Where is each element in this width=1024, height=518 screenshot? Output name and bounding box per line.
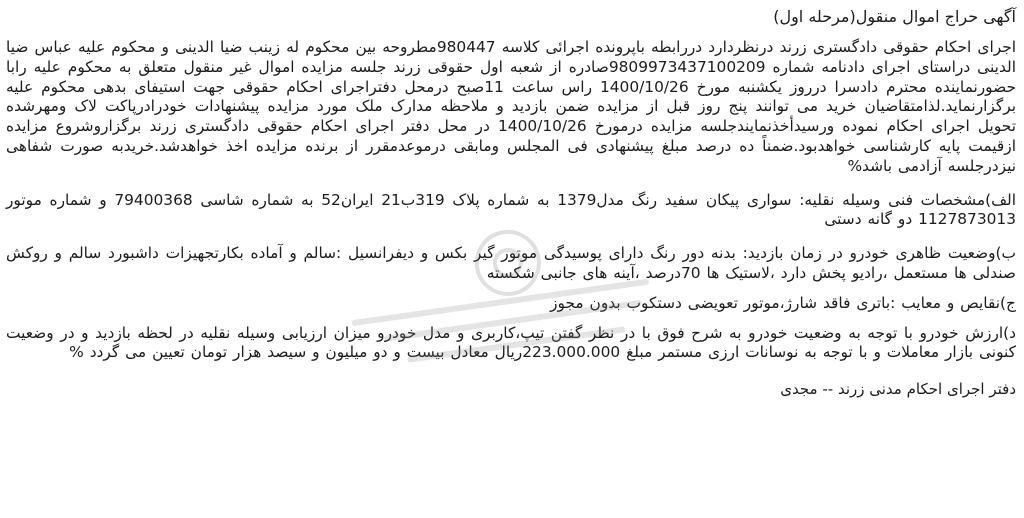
spacer: [6, 284, 1016, 294]
vehicle-valuation: د)ارزش خودرو با توجه به وضعیت خودرو به شرح فوق با در نظر گفتن تیپ،کاربری و مدل خودرو میزان ارزیابی وسیله نقلیه در لحظه بازدید و در وضعیت کنونی بازار معاملات و با توجه به نوسانات ارزی مستمر مبلغ 223.000.000ریال معادل بیست و دو میلیون و سیصد هزار تومان تعیین می گردد %: [6, 323, 1016, 362]
issuer-signature: دفتر اجرای احکام مدنی زرند -- مجدی: [780, 380, 1016, 399]
spacer: [6, 230, 1016, 244]
auction-notice: [6, 6, 1016, 512]
notice-title: آگهی حراج اموال منقول(مرحله اول): [773, 7, 1016, 26]
vehicle-specs: الف)مشخصات فنی وسیله نقلیه: سواری پیکان سفید رنگ مدل1379 به شماره پلاک 319ب21 ایران52 به شماره شاسی 79400368 و شماره موتور 1127873013 دو گانه دستی: [6, 190, 1017, 229]
vehicle-condition: ب)وضعیت ظاهری خودرو در زمان بازدید: بدنه دور رنگ دارای پوسیدگی موتور گیر بکس و دیفرانسیل :سالم و آماده بکارتجهیزات داشبورد سالم و روکش صندلی ها مستعمل ،رادیو پخش دارد ،لاستیک ها 70درصد ،آینه های جانبی شکسته: [6, 244, 1016, 282]
spacer: [6, 314, 1016, 324]
vehicle-defects: ج)نقایص و معایب :باتری فاقد شارژ،موتور تعویضی دستکوب بدون مجوز: [550, 293, 1016, 312]
spacer: [6, 177, 1016, 191]
notice-intro: اجرای احکام حقوقی دادگستری زرند درنظردارد دررابطه باپرونده اجرائی کلاسه 980447مطروحه بین محکوم له زینب ضیا الدینی و محکوم علیه عباس ضیا الدینی دراستای اجرای دادنامه شماره 9809973437100209صادره از شعبه اول حقوقی زرند جلسه مزایده اموال غیر منقول متعلق به محکوم علیه رابا حضورنماینده محترم دادسرا درروز یکشنبه مورخ 1400/10/26 راس ساعت 11صبح درمحل دفتراجرای احکام حقوقی جهت استیفای بدهی محکوم علیه برگزارنماید.لذامتقاضیان خرید می توانند پنج روز قبل از مزایده ضمن بازدید و ملاحظه مدارک ملک مورد مزایده پیشنهادات خودرادرپاکت لاک ومهرشده تحویل اجرای احکام نموده ورسیدأخذنمایندجلسه مزایده درمورخ 1400/10/26 در محل دفتر اجرای احکام حقوقی دادگستری زرند برگزاروشروع مزایده ازقیمت پایه کارشناسی خواهدبود.ضمناً ده درصد مبلغ پیشنهادی فی المجلس ومابقی درموعدمقرر از برنده مزایده اخذ خواهدشد.خریدبه صورت شفاهی نیزدرجلسه آزادمی باشد%: [6, 38, 1017, 175]
